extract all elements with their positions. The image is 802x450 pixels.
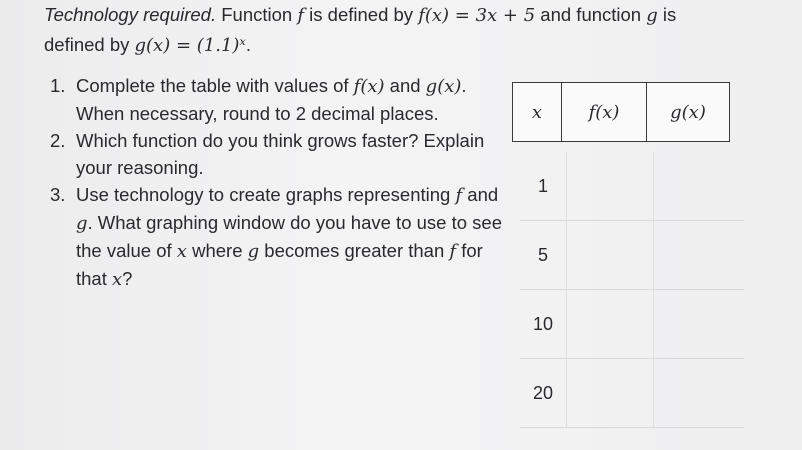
question-text: Use technology to create graphs representing f and g. What graphing window do you have to use to see the value of x where g becomes greater than f for that x? <box>76 184 502 290</box>
question-text: Complete the table with values of f(x) and g(x). When necessary, round to 2 decimal places. <box>76 75 467 124</box>
f-value-cell[interactable] <box>567 290 654 358</box>
technology-required-tag: Technology required. <box>44 4 217 25</box>
header-x: x <box>513 83 562 141</box>
question-3 <box>50 181 510 293</box>
table-row <box>520 290 744 359</box>
question-number: 1. <box>50 75 66 96</box>
question-1 <box>50 72 510 127</box>
f-value-cell[interactable] <box>567 221 654 289</box>
x-value-cell: 5 <box>520 221 567 289</box>
function-f-name: f <box>297 5 305 26</box>
question-list <box>50 72 510 293</box>
f-value-cell[interactable] <box>567 359 654 427</box>
function-g-name: g <box>646 5 658 26</box>
g-value-cell[interactable] <box>654 359 740 427</box>
question-text: Which function do you think grows faster? Explain your reasoning. <box>76 130 485 178</box>
x-value-cell: 1 <box>520 152 567 220</box>
x-value-cell: 20 <box>520 359 567 427</box>
f-definition: f(x) = 3x + 5 <box>418 5 536 26</box>
header-g-of-x: g(x) <box>670 101 706 123</box>
table-header <box>512 82 730 142</box>
table-row <box>520 221 744 290</box>
f-value-cell[interactable] <box>567 152 654 220</box>
g-value-cell[interactable] <box>654 290 740 358</box>
g-definition: g(x) = (1.1)ˣ <box>134 35 246 56</box>
g-value-cell[interactable] <box>654 152 740 220</box>
intro-line-2: defined by g(x) = (1.1)ˣ. <box>44 34 251 56</box>
question-2 <box>50 127 510 181</box>
intro-line-1: Technology required. Function f is defined by f(x) = 3x + 5 and function g is <box>44 4 677 26</box>
values-table <box>512 82 730 403</box>
table-body <box>520 152 744 428</box>
header-f-of-x: f(x) <box>562 83 647 141</box>
question-number: 2. <box>50 130 66 151</box>
problem-intro <box>44 0 704 60</box>
question-number: 3. <box>50 184 66 205</box>
x-value-cell: 10 <box>520 290 567 358</box>
table-row <box>520 359 744 428</box>
table-row <box>520 152 744 221</box>
g-value-cell[interactable] <box>654 221 740 289</box>
